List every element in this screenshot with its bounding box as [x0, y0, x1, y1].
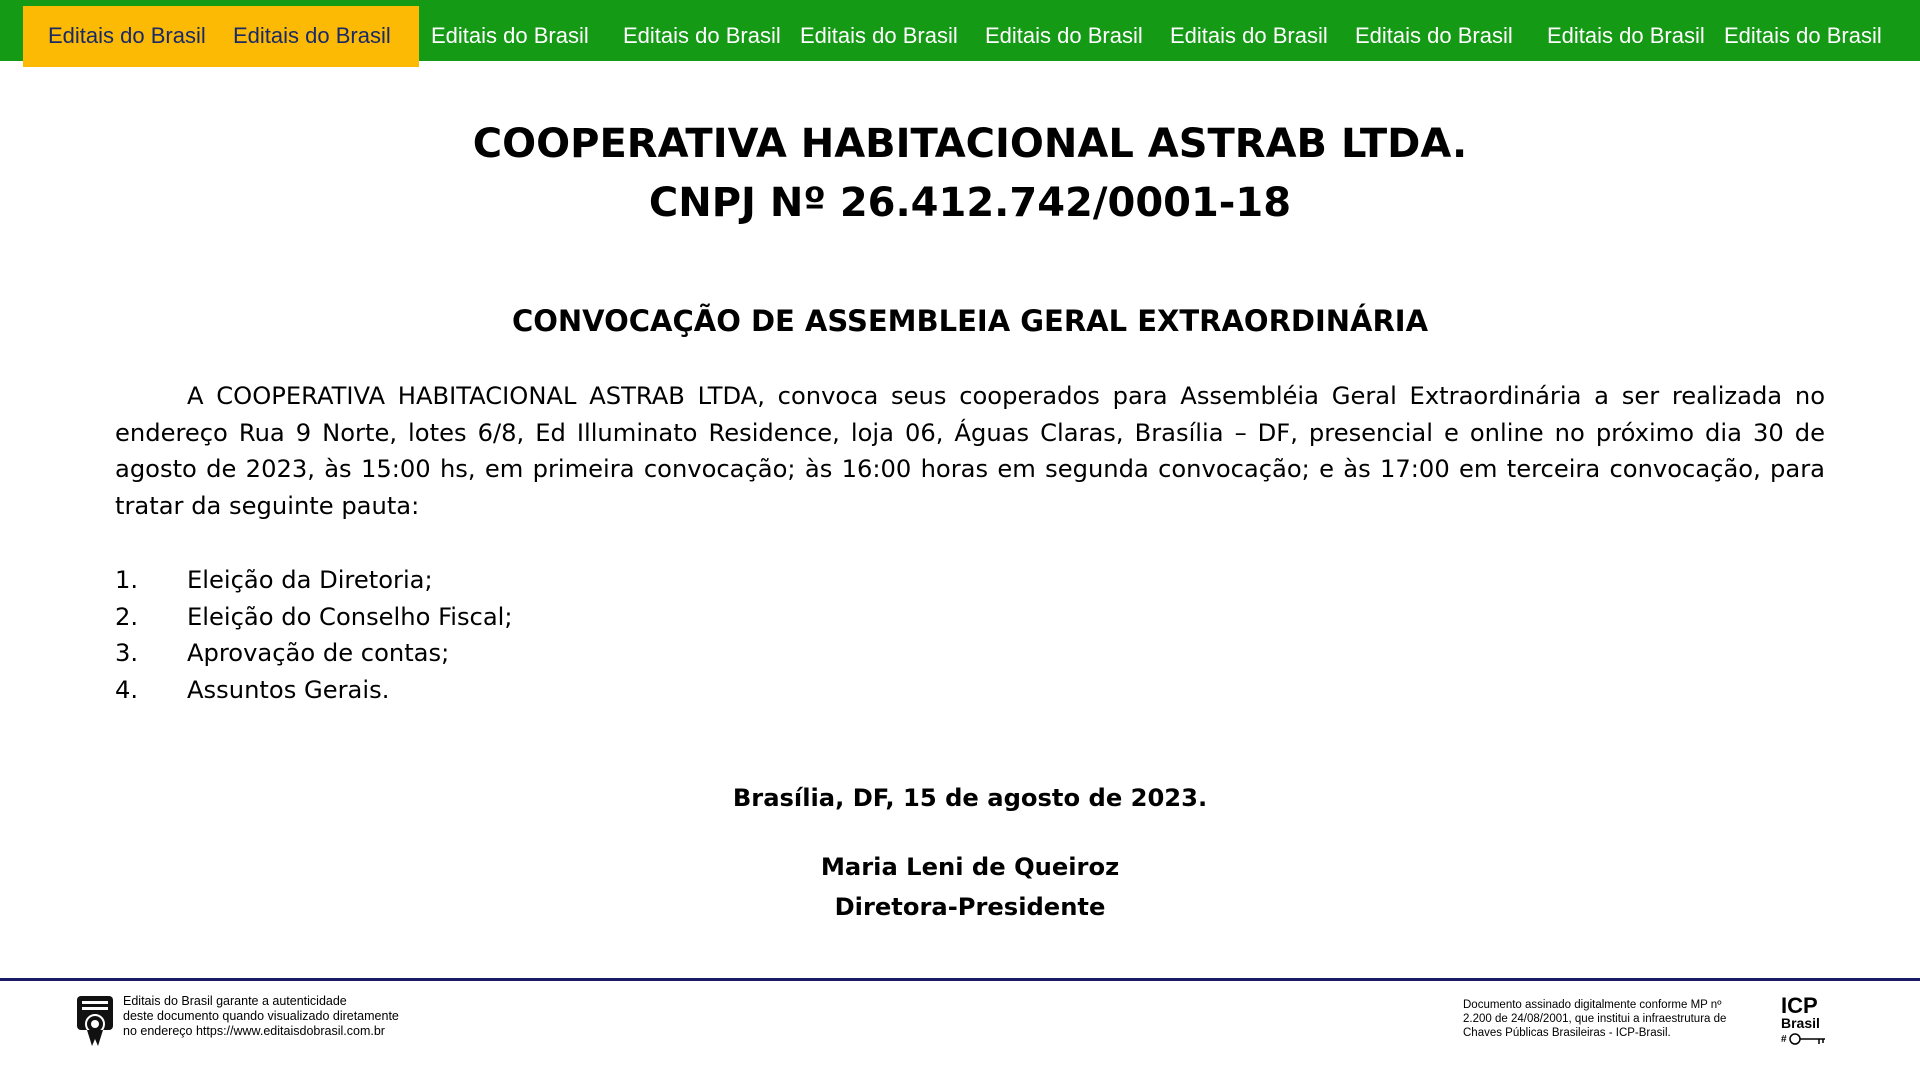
footer-right-line: Chaves Públicas Brasileiras - ICP-Brasil.: [1463, 1027, 1671, 1039]
banner-item[interactable]: Editais do Brasil: [48, 23, 206, 48]
document-subtitle: CONVOCAÇÃO DE ASSEMBLEIA GERAL EXTRAORDINÁRIA: [511, 304, 1429, 338]
footer-left-line: deste documento quando visualizado diretamente: [123, 1009, 399, 1023]
icp-logo-bottom: Brasil: [1781, 1015, 1820, 1031]
banner-item[interactable]: Editais do Brasil: [1355, 23, 1513, 48]
signer-role: Diretora-Presidente: [834, 893, 1106, 921]
icp-logo-top: ICP: [1781, 993, 1818, 1018]
top-banner: [0, 0, 1920, 61]
agenda-item-number: 1.: [115, 566, 139, 594]
agenda-list: [115, 562, 513, 709]
agenda-item: [115, 635, 513, 672]
agenda-item-text: Eleição do Conselho Fiscal;: [187, 602, 513, 631]
agenda-item-text: Assuntos Gerais.: [187, 676, 390, 705]
footer-left-line: no endereço https://www.editaisdobrasil.com.br: [123, 1024, 385, 1038]
footer-divider: [0, 978, 1920, 981]
agenda-item-number: 2.: [115, 602, 139, 631]
convocation-paragraph: A COOPERATIVA HABITACIONAL ASTRAB LTDA, convoca seus cooperados para Assembléia Geral Extraordinária a ser realizada no endereço Rua 9 Norte, lotes 6/8, Ed Illuminato Residence, loja 06, Águas Claras, Brasília – DF, presencial e online no próximo dia 30 de agosto de 2023, às 15:00 hs, em primeira convocação; às 16:00 horas em segunda convocação; e às 17:00 em terceira convocação, para tratar da seguinte pauta:: [115, 382, 1825, 521]
footer-signature-notice: [1463, 993, 1833, 1052]
footer-authenticity: [75, 994, 399, 1048]
signer-name: Maria Leni de Queiroz: [820, 853, 1120, 881]
banner-item[interactable]: Editais do Brasil: [431, 23, 589, 48]
agenda-item-text: Eleição da Diretoria;: [187, 566, 433, 594]
icp-brasil-logo: [1781, 993, 1833, 1052]
agenda-item-number: 4.: [115, 676, 139, 705]
key-icon: [1781, 1030, 1829, 1048]
banner-item[interactable]: Editais do Brasil: [1547, 23, 1705, 48]
place-date: Brasília, DF, 15 de agosto de 2023.: [732, 784, 1208, 812]
banner-item[interactable]: Editais do Brasil: [1170, 23, 1328, 48]
agenda-item: [115, 562, 513, 599]
banner-item[interactable]: Editais do Brasil: [623, 23, 781, 48]
certificate-seal-icon: [75, 994, 115, 1048]
agenda-item-text: Aprovação de contas;: [187, 639, 450, 668]
footer-left-line: Editais do Brasil garante a autenticidade: [123, 994, 347, 1008]
document-title: COOPERATIVA HABITACIONAL ASTRAB LTDA.: [472, 121, 1468, 167]
footer-right-line: Documento assinado digitalmente conforme MP nº: [1463, 999, 1722, 1011]
banner-item[interactable]: Editais do Brasil: [1724, 23, 1882, 48]
banner-item[interactable]: Editais do Brasil: [233, 23, 391, 48]
footer-right-line: 2.200 de 24/08/2001, que institui a infraestrutura de: [1463, 1013, 1727, 1025]
document-cnpj: CNPJ Nº 26.412.742/0001-18: [648, 180, 1292, 226]
svg-text:#: #: [1781, 1034, 1787, 1045]
agenda-item: [115, 672, 513, 709]
agenda-item: [115, 599, 513, 636]
agenda-item-number: 3.: [115, 639, 139, 668]
banner-item[interactable]: Editais do Brasil: [800, 23, 958, 48]
banner-item[interactable]: Editais do Brasil: [985, 23, 1143, 48]
